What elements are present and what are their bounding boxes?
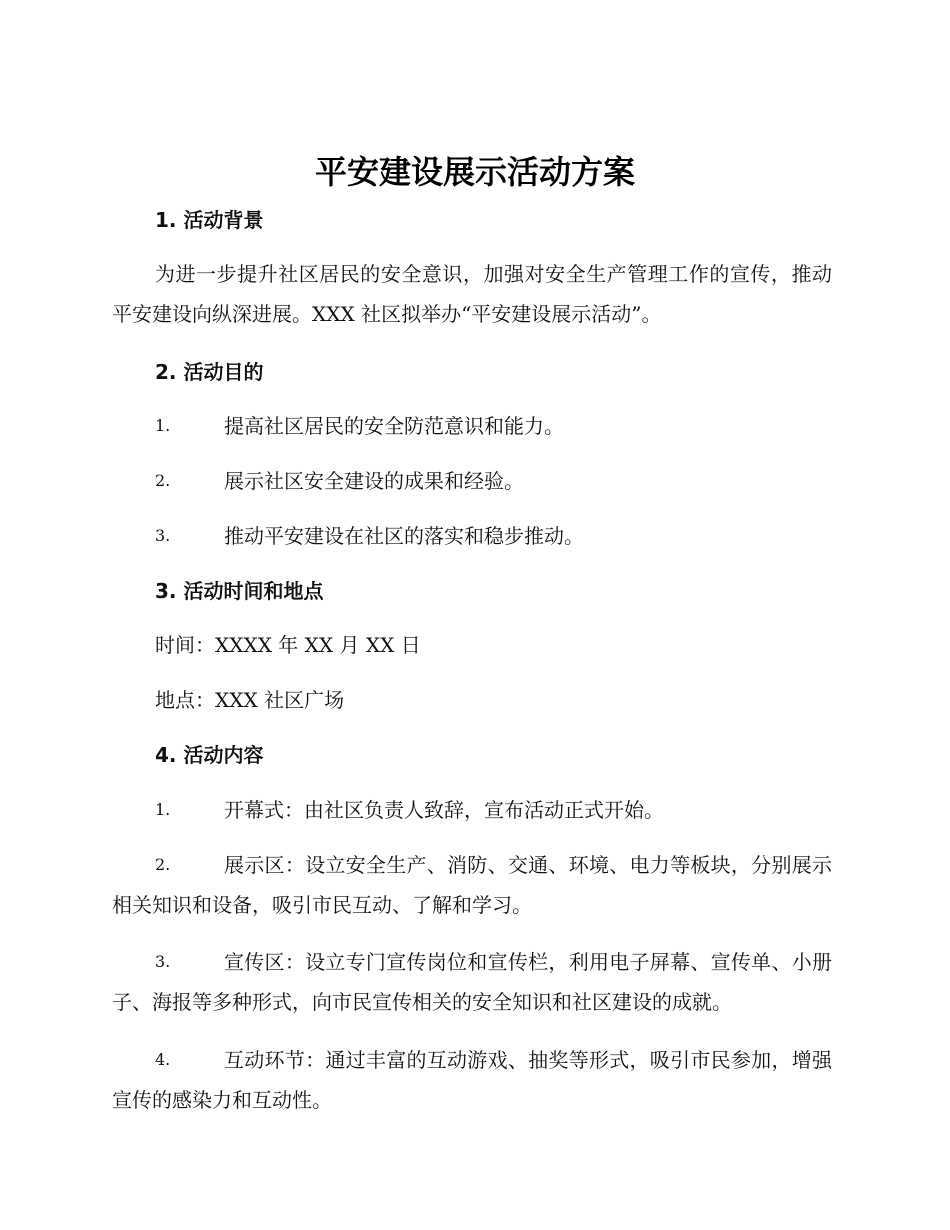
list-item-text: 展示社区安全建设的成果和经验。 xyxy=(224,469,524,493)
list-item xyxy=(112,406,832,446)
background-paragraph: 为进一步提升社区居民的安全意识，加强对安全生产管理工作的宣传，推动平安建设向纵深进展。XXX 社区拟举办“平安建设展示活动”。 xyxy=(112,262,832,326)
section-heading-background: 1. 活动背景 xyxy=(155,208,264,232)
section-heading-content: 4. 活动内容 xyxy=(155,743,264,767)
document-title: 平安建设展示活动方案 xyxy=(314,153,635,191)
list-item xyxy=(112,942,832,1022)
place-line: 地点：XXX 社区广场 xyxy=(155,688,345,712)
list-item-number: 1. xyxy=(155,800,171,819)
list-item-number: 4. xyxy=(155,1050,171,1069)
list-item-text: 提高社区居民的安全防范意识和能力。 xyxy=(224,414,564,438)
list-item xyxy=(112,1040,832,1120)
list-item-text: 展示区：设立安全生产、消防、交通、环境、电力等板块，分别展示相关知识和设备，吸引市民互动、了解和学习。 xyxy=(112,853,832,917)
list-item-text: 开幕式：由社区负责人致辞，宣布活动正式开始。 xyxy=(224,798,664,822)
list-item-number: 2. xyxy=(155,855,171,874)
section-heading-time-place: 3. 活动时间和地点 xyxy=(155,579,324,603)
list-item xyxy=(112,845,832,925)
list-item xyxy=(112,516,832,556)
list-item-text: 宣传区：设立专门宣传岗位和宣传栏，利用电子屏幕、宣传单、小册子、海报等多种形式，向市民宣传相关的安全知识和社区建设的成就。 xyxy=(112,950,832,1014)
list-item-number: 2. xyxy=(155,471,171,490)
list-item-number: 3. xyxy=(155,526,171,545)
list-item-text: 互动环节：通过丰富的互动游戏、抽奖等形式，吸引市民参加，增强宣传的感染力和互动性。 xyxy=(112,1048,832,1112)
list-item-text: 推动平安建设在社区的落实和稳步推动。 xyxy=(224,524,584,548)
list-item xyxy=(112,461,832,501)
section-heading-purpose: 2. 活动目的 xyxy=(155,360,264,384)
time-line: 时间：XXXX 年 XX 月 XX 日 xyxy=(155,633,421,657)
list-item-number: 1. xyxy=(155,416,171,435)
list-item xyxy=(112,790,832,830)
list-item-number: 3. xyxy=(155,952,171,971)
